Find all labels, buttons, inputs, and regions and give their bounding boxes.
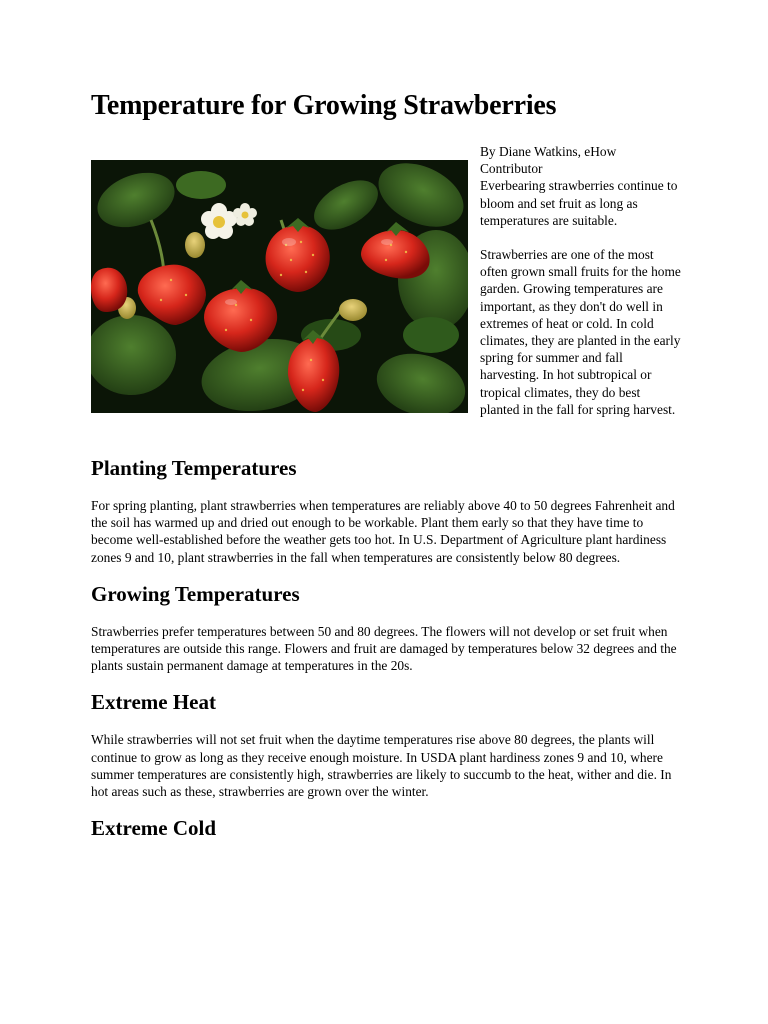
section-heading: Extreme Heat — [91, 690, 216, 715]
section-heading: Extreme Cold — [91, 816, 217, 841]
article-intro — [91, 143, 681, 418]
intro-paragraph-1: Everbearing strawberries continue to bloom and set fruit as long as temperatures are suitable. — [480, 178, 678, 228]
article-title: Temperature for Growing Strawberries — [91, 90, 557, 121]
section-body: For spring planting, plant strawberries when temperatures are reliably above 40 to 50 degrees Fahrenheit and the soil has warmed up and dried out enough to be workable. Plant them early so that they have time to become well-established before the weather gets too hot. In U.S. Department of Agriculture plant hardiness zones 9 and 10, plant strawberries in the fall when temperatures are consistently below 80 degrees. — [91, 498, 675, 565]
section-heading: Growing Temperatures — [91, 581, 300, 606]
strawberry-photo — [91, 160, 468, 413]
section-body: Strawberries prefer temperatures between 50 and 80 degrees. The flowers will not develop or set fruit when temperatures are outside this range. Flowers and fruit are damaged by temperatures below 32 degrees and the plants sustain permanent damage at temperatures in the 20s. — [91, 623, 677, 674]
article-byline: By Diane Watkins, eHow Contributor — [480, 144, 617, 177]
intro-paragraph-2: Strawberries are one of the most often grown small fruits for the home garden. Growing temperatures are important, as they don't do well in extremes of heat or cold. In cold climates, they are planted in the early spring for summer and fall harvesting. In hot subtropical or tropical climates, they do best planted in the fall for spring harvest. — [480, 247, 681, 417]
section-body: While strawberries will not set fruit when the daytime temperatures rise above 80 degrees, the plants will continue to grow as long as they receive enough moisture. In USDA plant hardiness zones 9 and 10, where summer temperatures are consistently high, strawberries are likely to succumb to the heat, wither and die. In hot areas such as these, strawberries are grown over the winter. — [91, 732, 672, 800]
section-heading: Planting Temperatures — [91, 456, 297, 480]
strawberry-plant-image — [91, 160, 468, 413]
article-sections — [91, 455, 681, 857]
